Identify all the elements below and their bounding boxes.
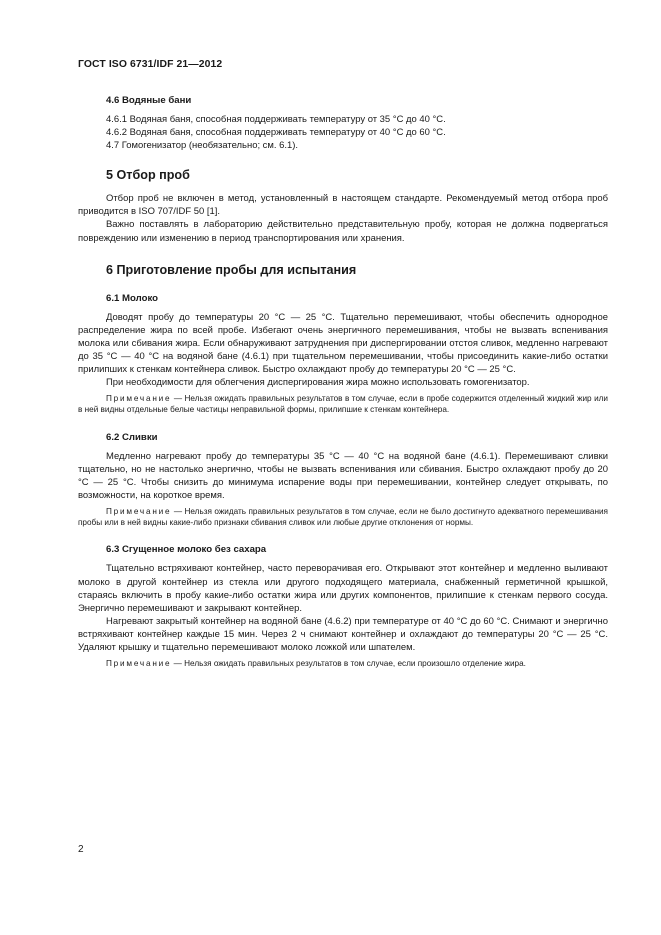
item-4-7: 4.7 Гомогенизатор (необязательно; см. 6.1). [106, 140, 299, 152]
item-4-6-2: 4.6.2 Водяная баня, способная поддерживать температуру от 40 °C до 60 °C. [106, 127, 446, 139]
document-header: ГОСТ ISO 6731/IDF 21—2012 [78, 59, 223, 70]
note-label: Примечание [106, 507, 172, 516]
note-text: — Нельзя ожидать правильных результатов в том случае, если в пробе содержится отделенный жидкий жир или в ней видны отдельные белые частицы неправильной формы, прилипшие к стенкам контейнера. [78, 394, 608, 415]
section-6-3-note [78, 658, 608, 669]
page-number: 2 [78, 844, 84, 855]
section-6-2-heading: 6.2 Сливки [106, 431, 158, 443]
section-6-3-paragraph-2: Нагревают закрытый контейнер на водяной бане (4.6.2) при температуре от 40 °C до 60 °C. Снимают и энергично встряхивают контейнер каждые 15 мин. Через 2 ч снимают контейнер и охлаждают до температуры 20 °C — 25 °C. Удаляют крышку и тщательно перемешивают молоко ложкой или шпателем. [78, 615, 608, 653]
section-5-heading: 5 Отбор проб [106, 168, 190, 183]
section-6-3-paragraph-1: Тщательно встряхивают контейнер, часто переворачивая его. Открывают этот контейнер и медленно выливают молоко в другой контейнер из стекла или другого подходящего материала, снабженный герметичной крышкой, стараясь включить в пробу какие-либо остатки жира или других компонентов, прилипшие к стенкам первого сосуда. Энергично перемешивают и закрывают контейнер. [78, 563, 608, 614]
section-4-6-heading: 4.6 Водяные бани [106, 95, 192, 106]
section-6-1-note [78, 393, 608, 415]
section-6-2-note [78, 506, 608, 528]
note-text: — Нельзя ожидать правильных результатов в том случае, если произошло отделение жира. [171, 659, 526, 669]
section-6-2-paragraph-1: Медленно нагревают пробу до температуры 35 °C — 40 °C на водяной бане (4.6.1). Перемешивают сливки тщательно, но не настолько энергично, чтобы не вызвать вспенивания или сбивания. Быстро охлаждают пробу до 20 °C — 25 °C. Чтобы снизить до минимума испарение воды при перемешивании, контейнер следует открывать, по возможности, на короткое время. [78, 450, 608, 501]
section-6-3-heading: 6.3 Сгущенное молоко без сахара [106, 544, 267, 556]
note-text: — Нельзя ожидать правильных результатов в том случае, если не было достигнуто адекватного перемешивания пробы или в ней видны какие-либо признаки сбивания сливок или любые другие отклонения от нормы. [78, 507, 608, 528]
section-6-heading: 6 Приготовление пробы для испытания [106, 262, 357, 277]
item-4-6-1: 4.6.1 Водяная баня, способная поддерживать температуру от 35 °C до 40 °C. [106, 114, 446, 125]
section-6-1-heading: 6.1 Молоко [106, 292, 158, 304]
note-label: Примечание [106, 394, 172, 404]
section-5-paragraph-1: Отбор проб не включен в метод, установленный в настоящем стандарте. Рекомендуемый метод отбора проб приводится в ISO 707/IDF 50 [1]. [78, 193, 608, 218]
page-body [78, 94, 608, 669]
section-5-paragraph-2: Важно поставлять в лабораторию действительно представительную пробу, которая не должна подвергаться повреждению или изменению в период транспортирования или хранения. [78, 219, 608, 244]
section-6-1-paragraph-1: Доводят пробу до температуры 20 °C — 25 °C. Тщательно перемешивают, чтобы обеспечить однородное распределение жира по всей пробе. Избегают очень энергичного перемешивания, чтобы не вызвать вспенивания молока или сбивания жира. Если обнаруживают затруднения при диспергировании отстоя сливок, медленно нагревают до 35 °C — 40 °C на водяной бане (4.6.1) при тщательном перемешивании, чтобы присоединить какие-либо остатки прилипших к стенкам контейнера сливок. Быстро охлаждают пробу до температуры 20 °C — 25 °C. [78, 311, 608, 376]
note-label: Примечание [106, 659, 172, 669]
section-6-1-paragraph-2: При необходимости для облегчения диспергирования жира можно использовать гомогенизатор. [106, 377, 530, 389]
